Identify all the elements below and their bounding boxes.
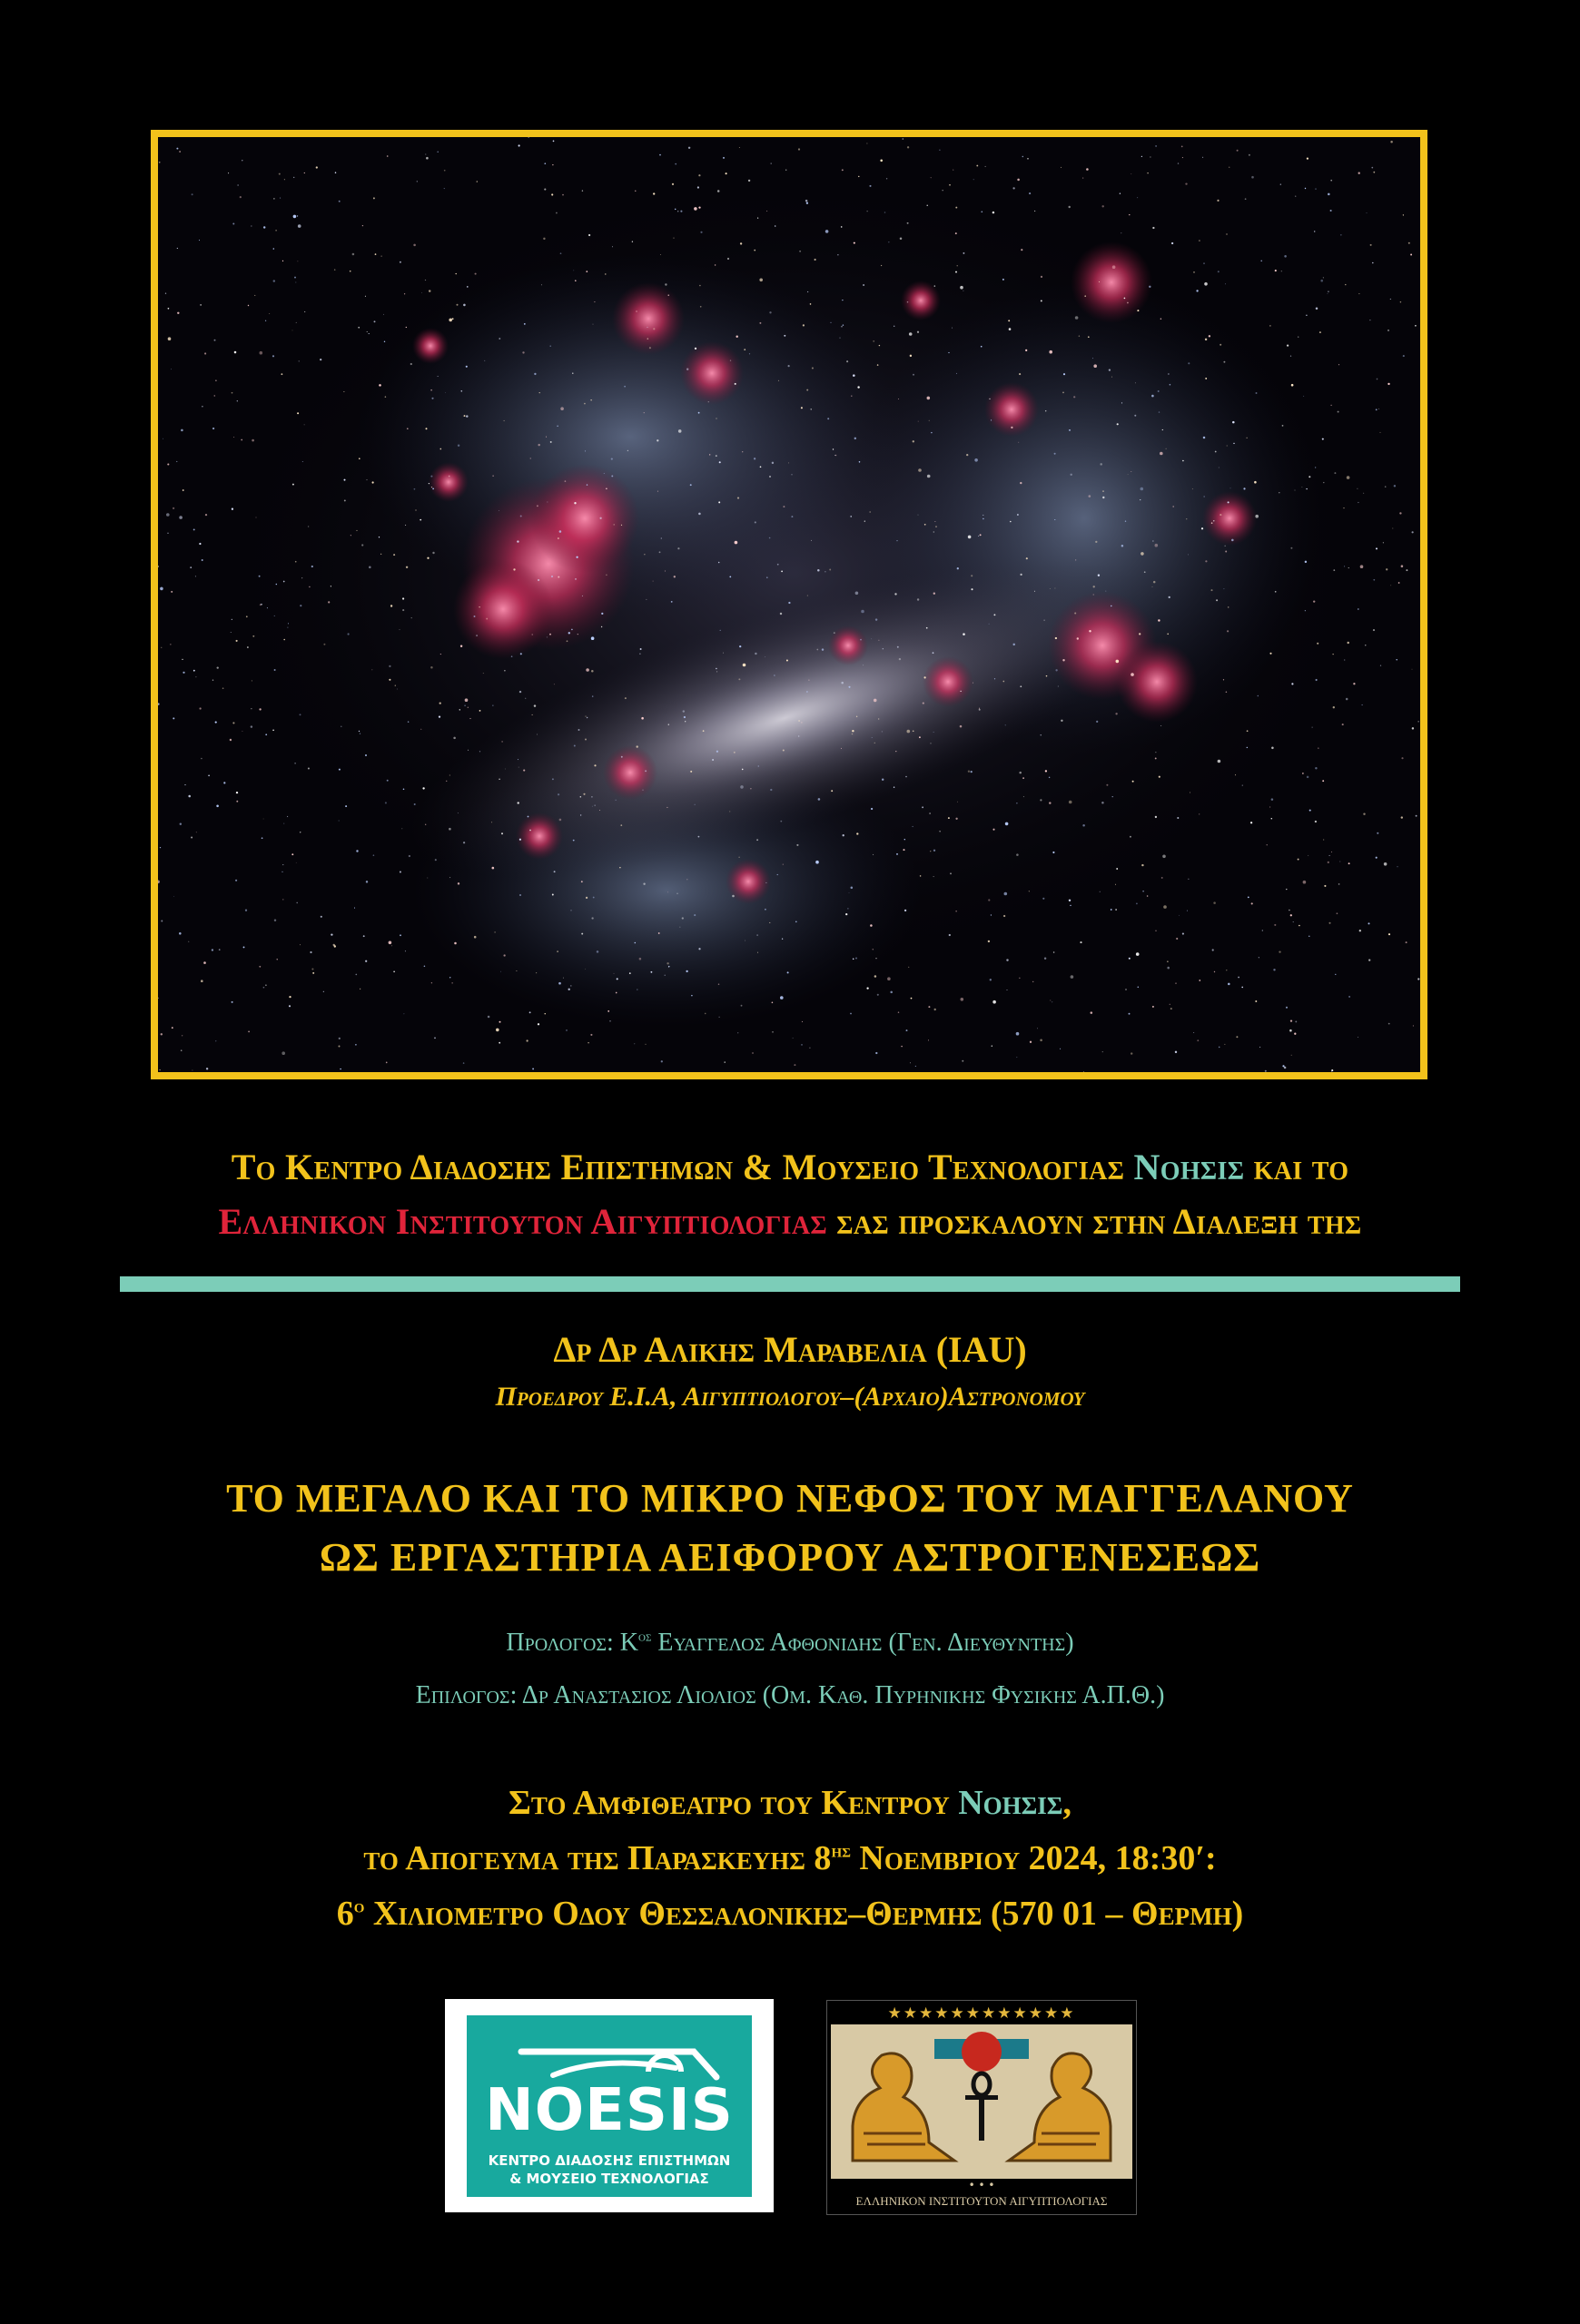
intro-noesis-centre: Το Κεντρο Διαδοσης Επιστημων & Μουσειο Τεχνολογιας bbox=[231, 1147, 1125, 1187]
venue-comma: , bbox=[1062, 1784, 1071, 1822]
speaker-role: Προεδρου Ε.Ι.Α, Αιγυπτιολογου–(Αρχαιο)Αστρονομου bbox=[495, 1382, 1085, 1412]
venue-line-1 bbox=[0, 1783, 1580, 1823]
intro-and: και το bbox=[1253, 1147, 1349, 1187]
venue-line-2 bbox=[0, 1838, 1580, 1878]
intro-line-1 bbox=[0, 1146, 1580, 1188]
teal-divider bbox=[120, 1276, 1460, 1292]
noesis-logo bbox=[445, 1999, 774, 2212]
prologue-text: Προλογος: Κ bbox=[506, 1629, 639, 1657]
noesis-logo-panel bbox=[467, 2015, 752, 2197]
prologue-person: Ευαγγελος Αφθονιδης (Γεν. Διευθυντης) bbox=[651, 1629, 1074, 1657]
prologue-superscript: ος bbox=[638, 1629, 652, 1645]
magellanic-cloud-photo bbox=[151, 130, 1427, 1079]
venue-amphitheatre: Στο Αμφιθεατρο του Κεντρου bbox=[509, 1784, 950, 1822]
venue-noesis: Νοησις bbox=[958, 1784, 1063, 1822]
lecture-title-line-1: ΤΟ ΜΕΓΑΛΟ ΚΑΙ ΤΟ ΜΙΚΡΟ ΝΕΦΟΣ ΤΟΥ ΜΑΓΓΕΛΑΝΟΥ bbox=[226, 1476, 1354, 1521]
speaker-name: Δρ Δρ Αλικης Μαραβελια (IAU) bbox=[553, 1329, 1027, 1370]
venue-date-superscript: ης bbox=[831, 1839, 851, 1862]
epilogue-credit: Επιλογος: Δρ Αναστασιος Λιολιος (Ομ. Καθ. Πυρηνικης Φυσικης Α.Π.Θ.) bbox=[415, 1681, 1165, 1709]
intro-line-2 bbox=[0, 1200, 1580, 1243]
prologue-credit bbox=[0, 1629, 1580, 1658]
venue-date-b: Νοεμβριου 2024, 18:30′: bbox=[850, 1839, 1217, 1877]
venue-date-a: το Απογευμα της Παρασκευης 8 bbox=[363, 1839, 832, 1877]
venue-address-a: 6 bbox=[336, 1895, 354, 1933]
noesis-subtitle-2: & ΜΟΥΣΕΙΟ ΤΕΧΝΟΛΟΓΙΑΣ bbox=[509, 2171, 709, 2187]
intro-noesis-name: Νοησις bbox=[1133, 1147, 1245, 1187]
noesis-wordmark: NOESIS bbox=[485, 2077, 734, 2144]
venue-address-superscript: ο bbox=[353, 1895, 365, 1917]
eia-caption: ΕΛΛΗΝΙΚΟΝ ΙΝΣΤΙΤΟΥΤΟΝ ΑΙΓΥΠΤΙΟΛΟΓΙΑΣ bbox=[855, 2194, 1108, 2208]
eia-stars: ★★★★★★★★★★★★ bbox=[887, 2004, 1076, 2023]
noesis-subtitle-1: ΚΕΝΤΡΟ ΔΙΑΔΟΣΗΣ ΕΠΙΣΤΗΜΩΝ bbox=[488, 2152, 731, 2169]
venue-line-3 bbox=[0, 1894, 1580, 1934]
eia-logo bbox=[826, 2000, 1137, 2215]
lecture-title-line-2: ΩΣ ΕΡΓΑΣΤΗΡΙΑ ΑΕΙΦΟΡΟΥ ΑΣΤΡΟΓΕΝΕΣΕΩΣ bbox=[319, 1535, 1261, 1580]
intro-invite: σας προσκαλουν στην Διαλεξη της bbox=[836, 1201, 1362, 1242]
intro-eia-name: Ελληνικον Ινστιτουτον Αιγυπτιολογιας bbox=[218, 1201, 827, 1242]
eia-sphinx-emblem bbox=[827, 2024, 1136, 2179]
venue-address-b: Χιλιομετρο Οδου Θεσσαλονικης–Θερμης (570 01 – Θερμη) bbox=[364, 1895, 1244, 1933]
eia-dots: • • • bbox=[968, 2179, 995, 2191]
